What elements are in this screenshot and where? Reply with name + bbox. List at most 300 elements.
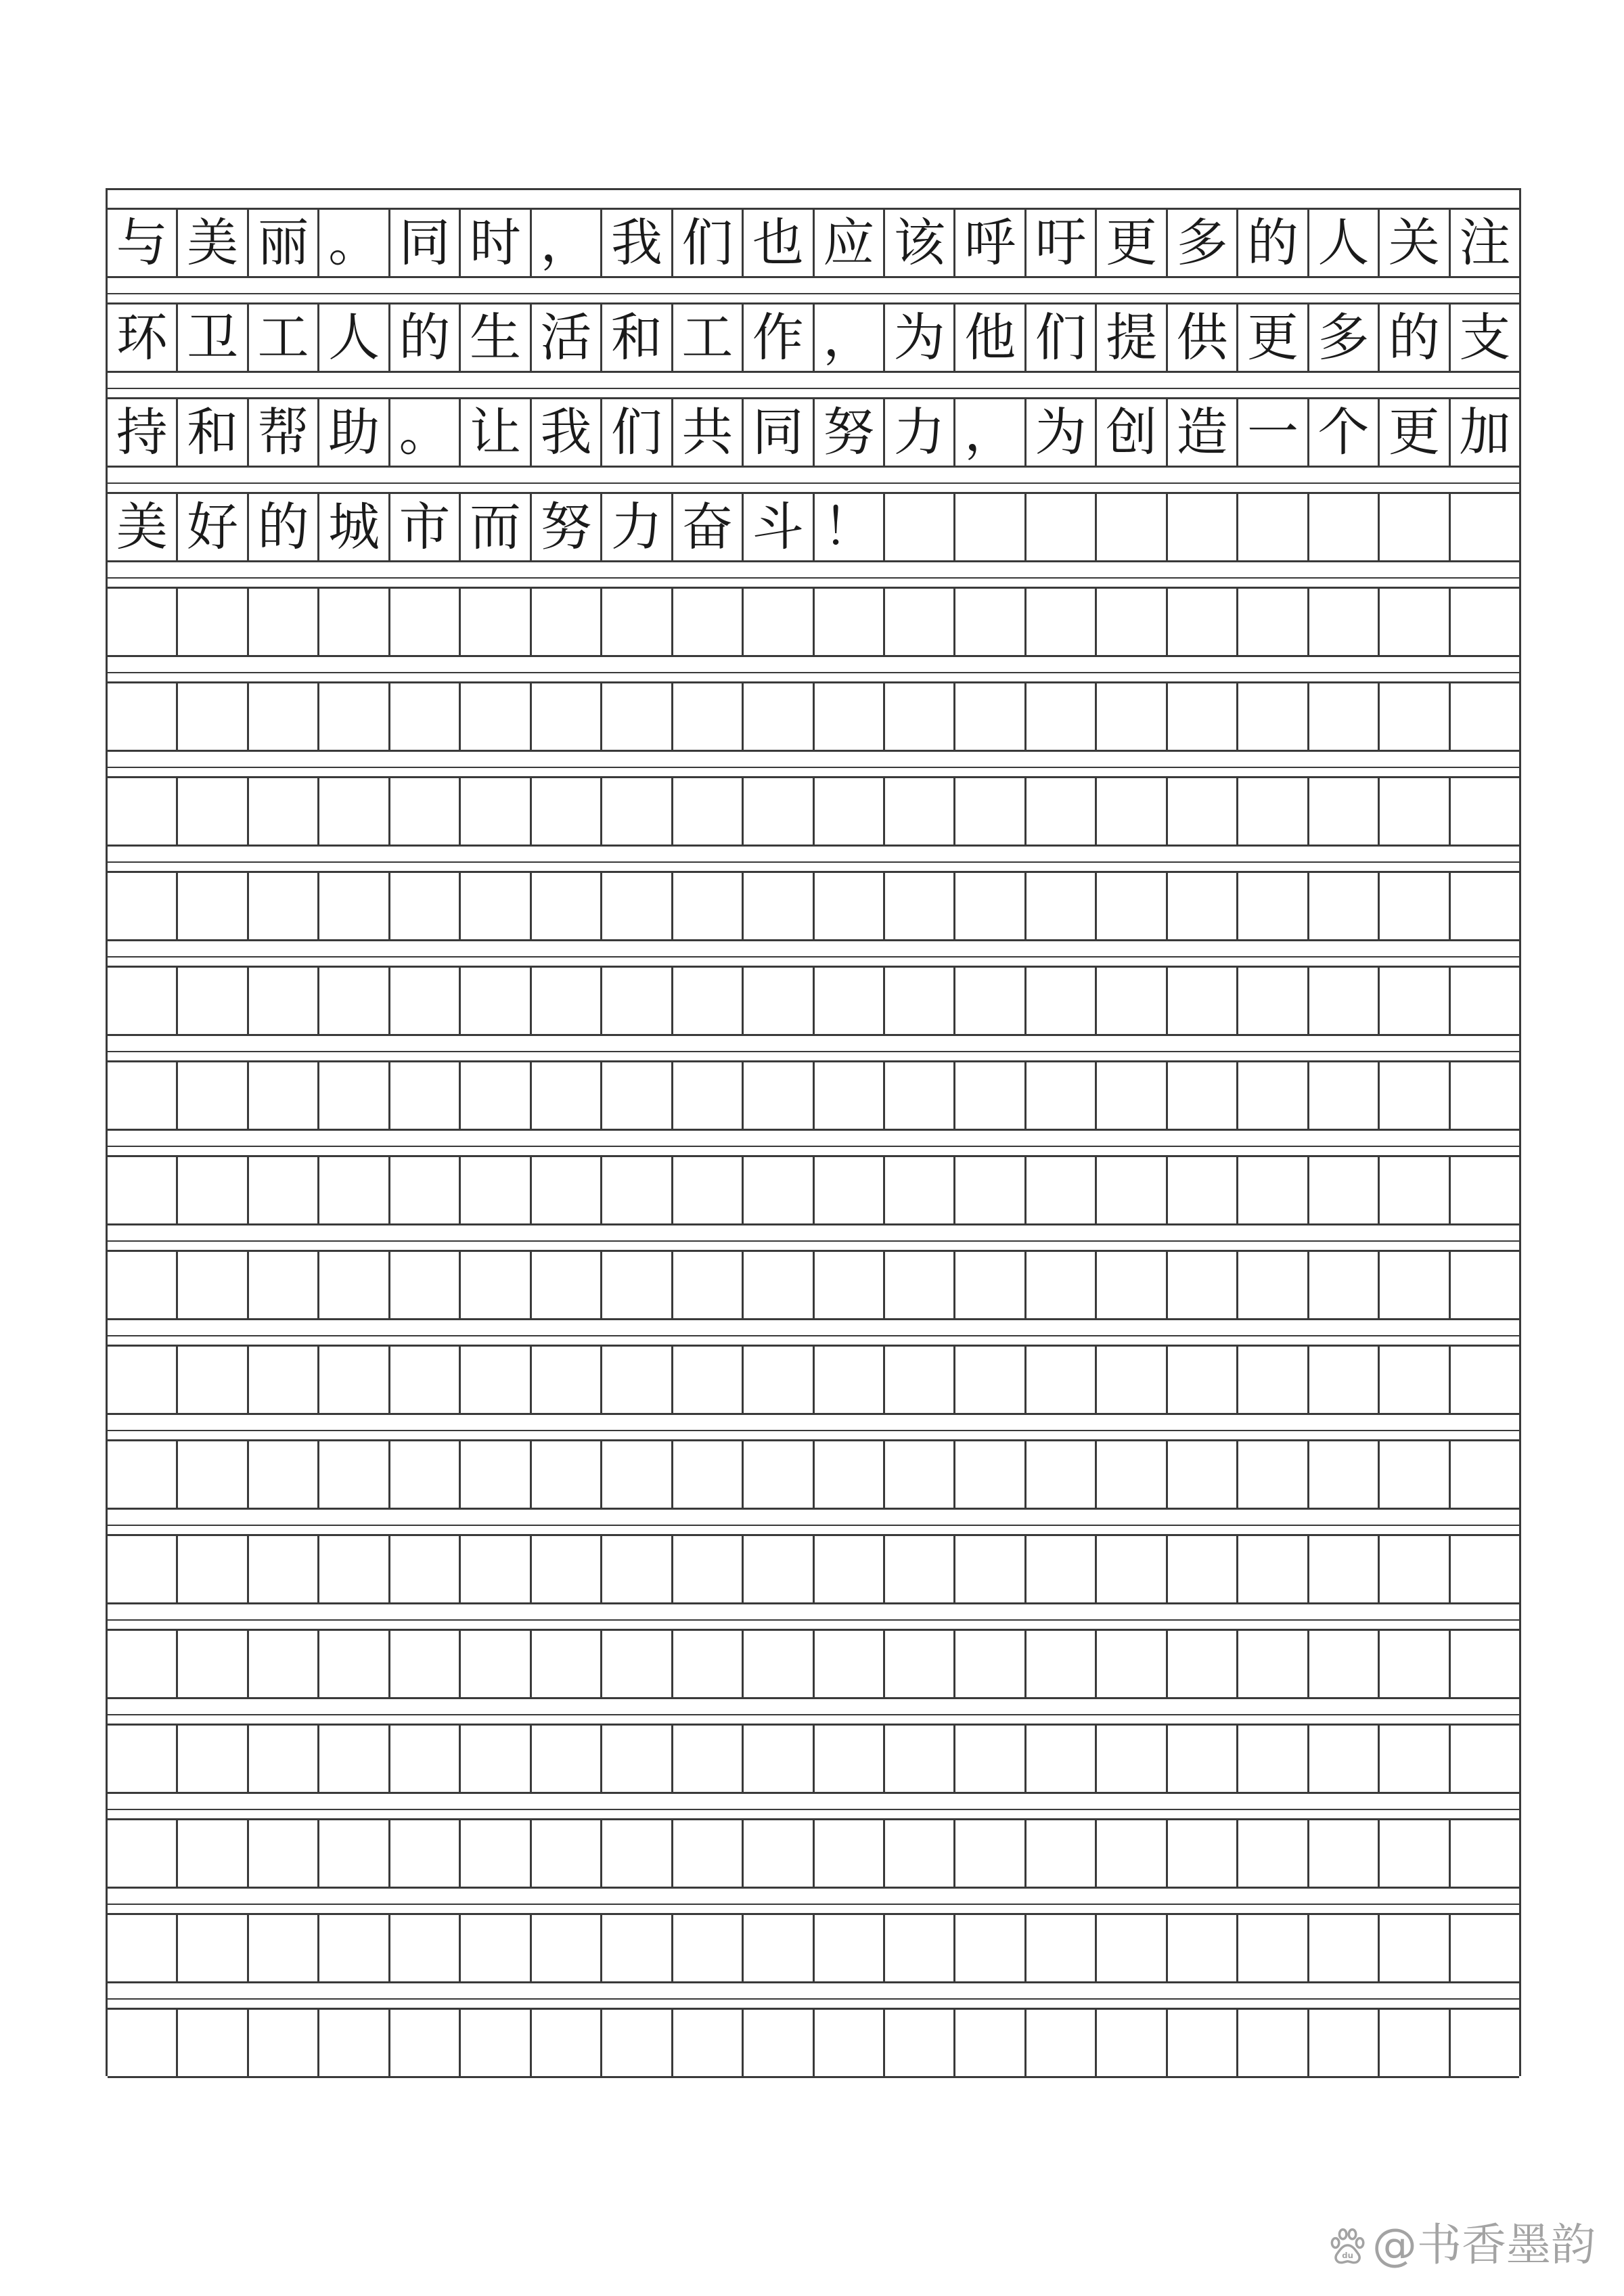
grid-cell xyxy=(388,2010,459,2076)
grid-cell xyxy=(1307,683,1378,750)
grid-cell xyxy=(108,968,176,1034)
grid-cell xyxy=(108,1536,176,1602)
grid-cell xyxy=(247,873,317,939)
grid-cell xyxy=(108,778,176,845)
grid-cell xyxy=(1236,873,1307,939)
rule-line xyxy=(108,1146,1519,1147)
grid-row xyxy=(108,208,1519,278)
grid-cell xyxy=(388,1062,459,1129)
grid-cell xyxy=(176,1062,246,1129)
grid-cell xyxy=(1236,1252,1307,1318)
grid-cell: 丽 xyxy=(247,210,317,276)
grid-cell xyxy=(247,1157,317,1223)
grid-cell xyxy=(1095,1631,1165,1697)
grid-cell xyxy=(1024,1726,1095,1792)
grid-cell xyxy=(1236,1915,1307,1981)
grid-cell xyxy=(317,873,388,939)
rule-line xyxy=(108,1619,1519,1621)
grid-cell xyxy=(388,1631,459,1697)
grid-cell xyxy=(1307,494,1378,560)
grid-cell xyxy=(459,1441,529,1508)
grid-cell xyxy=(1024,589,1095,655)
grid-cell xyxy=(1024,494,1095,560)
grid-cell: 多 xyxy=(1166,210,1236,276)
grid-cell xyxy=(1095,1915,1165,1981)
grid-cell xyxy=(1236,1157,1307,1223)
grid-cell xyxy=(459,1157,529,1223)
rule-line xyxy=(108,293,1519,294)
grid-cell xyxy=(883,1915,953,1981)
grid-cell xyxy=(953,968,1024,1034)
grid-cell xyxy=(1449,2010,1519,2076)
grid-cell xyxy=(1378,1915,1448,1981)
grid-cell: 工 xyxy=(671,305,742,371)
grid-row xyxy=(108,1439,1519,1510)
grid-cell xyxy=(600,1536,671,1602)
grid-cell xyxy=(1024,1536,1095,1602)
grid-cell xyxy=(883,1062,953,1129)
grid-cell xyxy=(742,1915,812,1981)
grid-cell xyxy=(1024,1441,1095,1508)
grid-cell xyxy=(600,1062,671,1129)
grid-cell xyxy=(953,1062,1024,1129)
grid-cell xyxy=(317,1631,388,1697)
grid-cell: 和 xyxy=(600,305,671,371)
grid-cell xyxy=(1449,1157,1519,1223)
grid-cell xyxy=(1166,873,1236,939)
grid-cell xyxy=(388,1915,459,1981)
grid-cell xyxy=(459,968,529,1034)
grid-cell xyxy=(1378,683,1448,750)
grid-cell xyxy=(388,1157,459,1223)
grid-cell xyxy=(883,1536,953,1602)
grid-cell: 美 xyxy=(116,497,168,557)
grid-cell xyxy=(1236,1631,1307,1697)
grid-cell xyxy=(813,683,883,750)
grid-cell xyxy=(1378,589,1448,655)
grid-cell xyxy=(1307,1252,1378,1318)
grid-cell xyxy=(530,1347,600,1413)
grid-cell xyxy=(108,1062,176,1129)
grid-cell xyxy=(1378,1820,1448,1887)
grid-cell xyxy=(1166,968,1236,1034)
grid-row xyxy=(108,966,1519,1036)
grid-cell xyxy=(1095,1157,1165,1223)
grid-cell xyxy=(671,1536,742,1602)
grid-cell xyxy=(883,1631,953,1697)
grid-cell xyxy=(1095,968,1165,1034)
grid-cell xyxy=(671,1441,742,1508)
grid-cell: 更 xyxy=(1236,305,1307,371)
grid-cell xyxy=(459,1726,529,1792)
grid-cell xyxy=(317,778,388,845)
grid-cell xyxy=(1095,778,1165,845)
grid-cell xyxy=(1166,1726,1236,1792)
rule-line xyxy=(108,1240,1519,1242)
grid-cell xyxy=(108,1820,176,1887)
grid-cell xyxy=(459,589,529,655)
grid-cell xyxy=(1378,873,1448,939)
grid-cell xyxy=(1166,1820,1236,1887)
grid-cell xyxy=(530,1726,600,1792)
grid-cell: 力 xyxy=(883,399,953,466)
grid-cell xyxy=(1024,968,1095,1034)
grid-cell xyxy=(388,873,459,939)
grid-cell xyxy=(742,873,812,939)
grid-cell xyxy=(1449,589,1519,655)
grid-cell: 。 xyxy=(317,210,388,276)
grid-cell xyxy=(883,1441,953,1508)
grid-cell xyxy=(459,1062,529,1129)
grid-cell xyxy=(530,778,600,845)
grid-cell xyxy=(247,1252,317,1318)
grid-cell xyxy=(317,1157,388,1223)
grid-cell xyxy=(671,1915,742,1981)
grid-cell xyxy=(1166,1347,1236,1413)
grid-cell xyxy=(317,589,388,655)
grid-cell xyxy=(530,1441,600,1508)
grid-cell xyxy=(108,1252,176,1318)
grid-cell xyxy=(1378,968,1448,1034)
grid-cell xyxy=(317,1915,388,1981)
grid-cell xyxy=(671,683,742,750)
rule-line xyxy=(108,388,1519,389)
grid-cell xyxy=(600,778,671,845)
grid-cell: 提 xyxy=(1095,305,1165,371)
grid-row xyxy=(108,1724,1519,1794)
grid-cell xyxy=(176,1915,246,1981)
grid-cell xyxy=(317,1536,388,1602)
grid-cell xyxy=(247,1536,317,1602)
grid-cell xyxy=(1236,589,1307,655)
grid-cell: 卫 xyxy=(176,305,246,371)
grid-cell xyxy=(1449,1820,1519,1887)
grid-cell xyxy=(671,1252,742,1318)
grid-cell xyxy=(1236,683,1307,750)
grid-cell xyxy=(1095,1536,1165,1602)
grid-cell xyxy=(1307,778,1378,845)
grid-cell xyxy=(176,1726,246,1792)
grid-cell xyxy=(1449,1631,1519,1697)
grid-cell xyxy=(813,1820,883,1887)
grid-cell: 我 xyxy=(600,210,671,276)
grid-cell: 关 xyxy=(1378,210,1448,276)
grid-cell xyxy=(1166,1441,1236,1508)
rule-line xyxy=(108,1335,1519,1336)
grid-cell xyxy=(530,873,600,939)
grid-row xyxy=(108,1250,1519,1320)
grid-cell xyxy=(671,873,742,939)
grid-cell xyxy=(1307,589,1378,655)
grid-cell xyxy=(813,1347,883,1413)
grid-cell xyxy=(1378,1062,1448,1129)
grid-cell xyxy=(176,1820,246,1887)
grid-cell: 时 xyxy=(459,210,529,276)
rule-line xyxy=(108,482,1519,484)
grid-cell xyxy=(108,1915,176,1981)
grid-cell xyxy=(1307,1820,1378,1887)
grid-cell xyxy=(600,1726,671,1792)
grid-cell: 同 xyxy=(742,399,812,466)
grid-cell xyxy=(813,1536,883,1602)
grid-cell xyxy=(883,1347,953,1413)
grid-cell xyxy=(388,1252,459,1318)
grid-cell xyxy=(1449,968,1519,1034)
grid-cell xyxy=(1307,1726,1378,1792)
grid-cell xyxy=(742,968,812,1034)
grid-cell xyxy=(953,1157,1024,1223)
grid-cell xyxy=(742,1631,812,1697)
grid-cell xyxy=(388,1820,459,1887)
grid-cell xyxy=(1095,589,1165,655)
grid-cell xyxy=(459,1631,529,1697)
grid-cell: 和 xyxy=(176,399,246,466)
grid-cell xyxy=(1236,1726,1307,1792)
grid-cell xyxy=(671,1631,742,1697)
grid-cell: 的 xyxy=(1378,305,1448,371)
grid-cell xyxy=(742,1062,812,1129)
grid-row xyxy=(108,1534,1519,1604)
grid-cell xyxy=(247,1631,317,1697)
grid-row xyxy=(108,1629,1519,1699)
grid-cell xyxy=(176,1441,246,1508)
grid-cell xyxy=(317,2010,388,2076)
grid-cell xyxy=(317,1726,388,1792)
grid-cell xyxy=(1449,1726,1519,1792)
grid-cell xyxy=(176,2010,246,2076)
grid-cell xyxy=(953,589,1024,655)
rule-line xyxy=(108,1714,1519,1715)
grid-cell xyxy=(813,778,883,845)
grid-cell: 斗 xyxy=(742,494,812,560)
grid-cell xyxy=(671,1820,742,1887)
rule-line xyxy=(108,767,1519,768)
grid-cell xyxy=(671,589,742,655)
grid-cell xyxy=(176,589,246,655)
grid-cell xyxy=(742,1157,812,1223)
grid-cell: 助 xyxy=(317,399,388,466)
grid-cell xyxy=(388,1347,459,1413)
grid-cell xyxy=(1236,1347,1307,1413)
grid-cell xyxy=(1024,1062,1095,1129)
grid-row xyxy=(108,1060,1519,1131)
grid-cell xyxy=(1307,1915,1378,1981)
grid-cell xyxy=(671,1157,742,1223)
grid-cell: 加 xyxy=(1449,399,1519,466)
grid-cell xyxy=(742,1441,812,1508)
grid-cell: 更 xyxy=(1095,210,1165,276)
grid-cell xyxy=(247,1820,317,1887)
grid-cell xyxy=(247,1441,317,1508)
grid-cell xyxy=(813,2010,883,2076)
grid-cell xyxy=(813,1157,883,1223)
grid-cell xyxy=(530,1157,600,1223)
grid-cell xyxy=(247,1915,317,1981)
grid-cell xyxy=(1166,589,1236,655)
grid-cell xyxy=(1095,1726,1165,1792)
grid-cell: 他 xyxy=(953,305,1024,371)
grid-cell xyxy=(1095,494,1165,560)
grid-cell xyxy=(600,2010,671,2076)
grid-cell: 工 xyxy=(247,305,317,371)
grid-cell xyxy=(953,683,1024,750)
grid-cell xyxy=(1378,778,1448,845)
grid-cell: 城 xyxy=(317,494,388,560)
grid-cell xyxy=(953,1347,1024,1413)
grid-cell xyxy=(600,1820,671,1887)
grid-cell xyxy=(1095,873,1165,939)
grid-cell xyxy=(953,1726,1024,1792)
grid-cell xyxy=(953,778,1024,845)
grid-cell: 的 xyxy=(1236,210,1307,276)
grid-cell xyxy=(1095,1820,1165,1887)
grid-cell xyxy=(883,1726,953,1792)
grid-cell xyxy=(459,873,529,939)
grid-cell xyxy=(388,683,459,750)
grid-cell xyxy=(1236,494,1307,560)
grid-cell xyxy=(742,1820,812,1887)
grid-cell xyxy=(388,589,459,655)
grid-row xyxy=(108,1818,1519,1889)
grid-cell xyxy=(108,1157,176,1223)
grid-cell xyxy=(1449,683,1519,750)
grid-cell xyxy=(530,683,600,750)
grid-row xyxy=(108,1155,1519,1225)
grid-cell xyxy=(317,1347,388,1413)
grid-cell: 环 xyxy=(116,307,168,367)
grid-cell: 多 xyxy=(1307,305,1378,371)
grid-cell: 努 xyxy=(813,399,883,466)
grid-row xyxy=(108,1913,1519,1983)
grid-cell xyxy=(388,778,459,845)
grid-cell xyxy=(108,1726,176,1792)
grid-cell xyxy=(883,968,953,1034)
grid-cell: ， xyxy=(530,210,600,276)
grid-cell xyxy=(459,1347,529,1413)
grid-cell xyxy=(247,683,317,750)
rule-line xyxy=(108,1904,1519,1905)
grid-cell xyxy=(176,1157,246,1223)
grid-cell xyxy=(1449,1441,1519,1508)
grid-cell xyxy=(388,968,459,1034)
grid-row xyxy=(108,587,1519,657)
grid-row xyxy=(108,1345,1519,1415)
grid-cell: 美 xyxy=(176,210,246,276)
grid-cell xyxy=(1024,2010,1095,2076)
grid-cell xyxy=(1449,1347,1519,1413)
grid-cell xyxy=(1095,1347,1165,1413)
grid-cell xyxy=(317,1252,388,1318)
grid-cell xyxy=(1449,494,1519,560)
grid-cell xyxy=(1449,1252,1519,1318)
grid-cell xyxy=(108,1441,176,1508)
watermark-text: @书香墨韵 xyxy=(1372,2219,1596,2271)
rule-line xyxy=(108,1809,1519,1810)
grid-row xyxy=(108,492,1519,562)
grid-cell xyxy=(1378,1726,1448,1792)
grid-cell: 注 xyxy=(1449,210,1519,276)
grid-cell xyxy=(1024,1347,1095,1413)
grid-cell xyxy=(530,2010,600,2076)
grid-cell xyxy=(108,1347,176,1413)
grid-cell xyxy=(530,1820,600,1887)
grid-cell xyxy=(1236,968,1307,1034)
grid-cell xyxy=(1095,1252,1165,1318)
grid-cell xyxy=(883,494,953,560)
grid-cell xyxy=(671,1726,742,1792)
grid-cell xyxy=(108,589,176,655)
grid-cell xyxy=(459,2010,529,2076)
grid-cell xyxy=(953,2010,1024,2076)
rule-line xyxy=(108,1430,1519,1431)
grid-cell: 人 xyxy=(317,305,388,371)
grid-cell xyxy=(459,1915,529,1981)
grid-cell xyxy=(247,1062,317,1129)
grid-cell: 创 xyxy=(1095,399,1165,466)
grid-cell: ！ xyxy=(813,494,883,560)
grid-cell xyxy=(883,589,953,655)
grid-cell xyxy=(1095,1062,1165,1129)
grid-cell: 生 xyxy=(459,305,529,371)
grid-cell xyxy=(176,1252,246,1318)
grid-cell xyxy=(883,778,953,845)
grid-cell xyxy=(247,1726,317,1792)
grid-cell xyxy=(1095,2010,1165,2076)
grid-cell: 更 xyxy=(1378,399,1448,466)
grid-cell xyxy=(1024,1252,1095,1318)
grid-cell xyxy=(530,589,600,655)
grid-cell xyxy=(1236,1441,1307,1508)
grid-cell: 该 xyxy=(883,210,953,276)
grid-cell xyxy=(1095,683,1165,750)
grid-cell: 我 xyxy=(530,399,600,466)
grid-cell xyxy=(953,494,1024,560)
grid-cell xyxy=(247,589,317,655)
grid-cell xyxy=(1378,2010,1448,2076)
grid-cell xyxy=(1378,1252,1448,1318)
grid-cell xyxy=(813,873,883,939)
grid-cell: 们 xyxy=(600,399,671,466)
grid-cell xyxy=(600,1915,671,1981)
grid-cell xyxy=(459,1820,529,1887)
grid-cell xyxy=(600,873,671,939)
grid-cell xyxy=(176,1631,246,1697)
grid-cell: 们 xyxy=(1024,305,1095,371)
grid-cell xyxy=(108,873,176,939)
grid-cell xyxy=(1378,1441,1448,1508)
grid-cell xyxy=(883,683,953,750)
grid-cell xyxy=(813,1631,883,1697)
grid-cell xyxy=(1236,778,1307,845)
grid-cell: 。 xyxy=(388,399,459,466)
grid-cell: 造 xyxy=(1166,399,1236,466)
grid-cell xyxy=(1024,778,1095,845)
grid-cell: 让 xyxy=(459,399,529,466)
grid-cell: 为 xyxy=(1024,399,1095,466)
grid-cell xyxy=(1378,1631,1448,1697)
grid-cell: 支 xyxy=(1449,305,1519,371)
paw-logo-text: du xyxy=(1342,2251,1353,2261)
grid-row xyxy=(108,2008,1519,2078)
grid-cell xyxy=(1236,1062,1307,1129)
grid-cell xyxy=(813,1726,883,1792)
grid-cell: 奋 xyxy=(671,494,742,560)
grid-cell: 帮 xyxy=(247,399,317,466)
grid-cell xyxy=(1378,1347,1448,1413)
grid-cell xyxy=(1166,778,1236,845)
grid-cell xyxy=(1024,873,1095,939)
grid-cell xyxy=(1166,1062,1236,1129)
